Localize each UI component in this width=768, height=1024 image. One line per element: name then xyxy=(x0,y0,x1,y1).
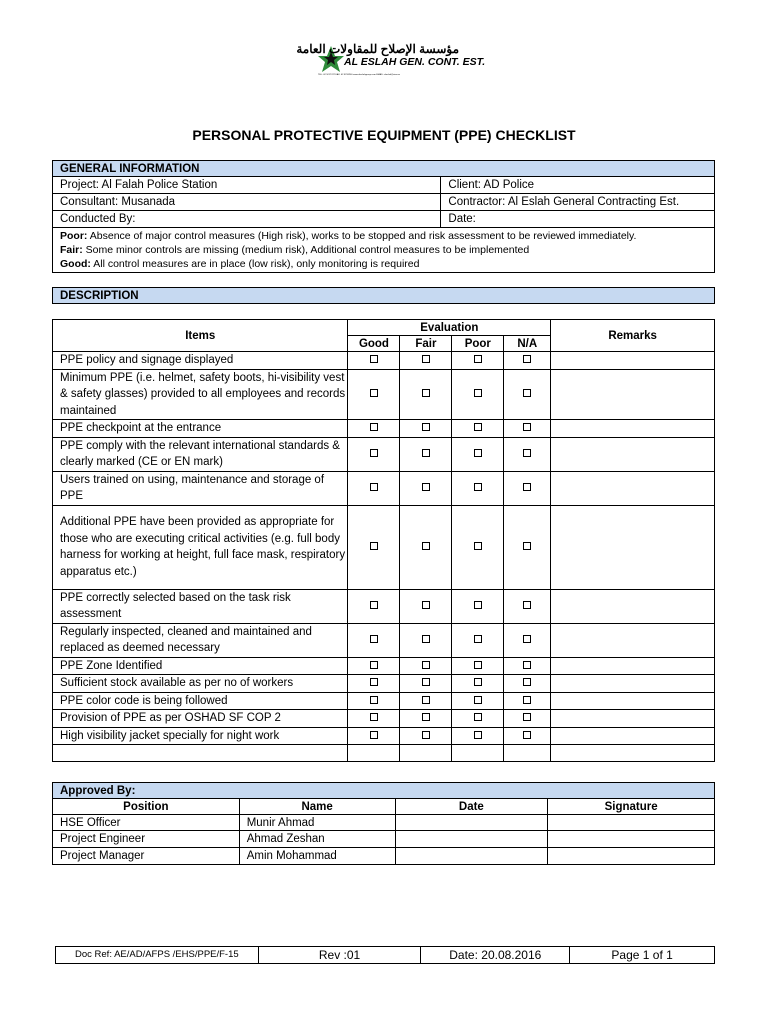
document-footer xyxy=(55,946,715,964)
approval-name: Munir Ahmad xyxy=(239,815,395,831)
remarks-cell[interactable] xyxy=(551,710,715,728)
checkbox-na[interactable] xyxy=(523,635,531,643)
checkbox-good[interactable] xyxy=(370,635,378,643)
eval-good-cell xyxy=(348,623,400,657)
checklist-row xyxy=(53,420,715,438)
checkbox-good[interactable] xyxy=(370,696,378,704)
remarks-cell[interactable] xyxy=(551,369,715,420)
checkbox-good[interactable] xyxy=(370,731,378,739)
approval-col-name: Name xyxy=(239,799,395,815)
ppe-checklist-table xyxy=(52,319,715,762)
remarks-cell[interactable] xyxy=(551,589,715,623)
checkbox-na[interactable] xyxy=(523,696,531,704)
checklist-item-label: Minimum PPE (i.e. helmet, safety boots, hi-visibility vest & safety glasses) provided to all employees and records maintained xyxy=(53,369,348,420)
checklist-row xyxy=(53,623,715,657)
checklist-item-label: High visibility jacket specially for night work xyxy=(53,727,348,745)
eval-na-cell xyxy=(504,369,551,420)
eval-na-cell xyxy=(504,352,551,370)
checkbox-na[interactable] xyxy=(523,731,531,739)
checklist-row xyxy=(53,505,715,589)
eval-poor-cell xyxy=(452,675,504,693)
checkbox-fair[interactable] xyxy=(422,661,430,669)
eval-good-cell xyxy=(348,710,400,728)
checklist-row xyxy=(53,369,715,420)
description-header: DESCRIPTION xyxy=(53,288,715,304)
eval-poor-cell xyxy=(452,437,504,471)
col-evaluation-header: Evaluation xyxy=(348,320,551,336)
checklist-row xyxy=(53,710,715,728)
checkbox-good[interactable] xyxy=(370,661,378,669)
checkbox-good[interactable] xyxy=(370,423,378,431)
checkbox-na[interactable] xyxy=(523,483,531,491)
checklist-row xyxy=(53,589,715,623)
checkbox-na[interactable] xyxy=(523,542,531,550)
checkbox-good[interactable] xyxy=(370,713,378,721)
conducted-by-field: Conducted By: xyxy=(53,211,441,228)
approval-col-date: Date xyxy=(395,799,548,815)
eval-poor-cell xyxy=(452,589,504,623)
approval-position: Project Engineer xyxy=(53,831,240,848)
remarks-cell[interactable] xyxy=(551,352,715,370)
remarks-cell[interactable] xyxy=(551,657,715,675)
remarks-cell[interactable] xyxy=(551,437,715,471)
checklist-row xyxy=(53,657,715,675)
remarks-cell[interactable] xyxy=(551,623,715,657)
eval-na-cell xyxy=(504,505,551,589)
eval-poor-cell xyxy=(452,710,504,728)
remarks-cell[interactable] xyxy=(551,505,715,589)
checkbox-na[interactable] xyxy=(523,355,531,363)
checkbox-poor[interactable] xyxy=(474,423,482,431)
eval-fair-cell xyxy=(400,505,452,589)
legend-poor: Poor: Absence of major control measures (High risk), works to be stopped and risk assessment to be reviewed immediately. xyxy=(60,230,637,242)
eval-fair-header: Fair xyxy=(400,336,452,352)
eval-good-cell xyxy=(348,675,400,693)
col-items-header: Items xyxy=(53,320,348,352)
checklist-item-label: Regularly inspected, cleaned and maintained and replaced as deemed necessary xyxy=(53,623,348,657)
checkbox-na[interactable] xyxy=(523,601,531,609)
checklist-item-label: PPE correctly selected based on the task risk assessment xyxy=(53,589,348,623)
eval-good-cell xyxy=(348,437,400,471)
checklist-row xyxy=(53,675,715,693)
approval-col-signature: Signature xyxy=(548,799,715,815)
eval-na-cell xyxy=(504,675,551,693)
eval-good-header: Good xyxy=(348,336,400,352)
checkbox-poor[interactable] xyxy=(474,635,482,643)
eval-poor-cell xyxy=(452,369,504,420)
checkbox-na[interactable] xyxy=(523,449,531,457)
remarks-cell[interactable] xyxy=(551,471,715,505)
eval-poor-cell xyxy=(452,727,504,745)
consultant-field: Consultant: Musanada xyxy=(53,194,441,211)
checkbox-good[interactable] xyxy=(370,449,378,457)
approval-signature[interactable] xyxy=(548,831,715,848)
approval-date[interactable] xyxy=(395,815,548,831)
eval-fair-cell xyxy=(400,675,452,693)
checklist-item-label: Provision of PPE as per OSHAD SF COP 2 xyxy=(53,710,348,728)
checklist-item-label: Users trained on using, maintenance and storage of PPE xyxy=(53,471,348,505)
checkbox-good[interactable] xyxy=(370,678,378,686)
legend-good: Good: All control measures are in place (low risk), only monitoring is required xyxy=(60,258,420,270)
remarks-cell[interactable] xyxy=(551,727,715,745)
checkbox-good[interactable] xyxy=(370,483,378,491)
eval-na-cell xyxy=(504,657,551,675)
eval-na-cell xyxy=(504,692,551,710)
eval-poor-cell xyxy=(452,352,504,370)
checkbox-poor[interactable] xyxy=(474,678,482,686)
company-logo xyxy=(296,42,486,82)
checkbox-poor[interactable] xyxy=(474,483,482,491)
eval-fair-cell xyxy=(400,369,452,420)
checkbox-fair[interactable] xyxy=(422,355,430,363)
eval-good-cell xyxy=(348,505,400,589)
eval-na-header: N/A xyxy=(504,336,551,352)
remarks-cell[interactable] xyxy=(551,420,715,438)
footer-page-number: Page 1 of 1 xyxy=(570,947,715,964)
eval-na-cell xyxy=(504,710,551,728)
checklist-item-label: Additional PPE have been provided as appropriate for those who are executing critical activities (e.g. full body harness for working at height, full face mask, respiratory apparatus etc.) xyxy=(53,505,348,589)
client-field: Client: AD Police xyxy=(441,177,715,194)
eval-good-cell xyxy=(348,692,400,710)
approval-signature[interactable] xyxy=(548,848,715,865)
approval-col-position: Position xyxy=(53,799,240,815)
remarks-cell[interactable] xyxy=(551,675,715,693)
eval-fair-cell xyxy=(400,657,452,675)
approval-date[interactable] xyxy=(395,831,548,848)
checkbox-fair[interactable] xyxy=(422,389,430,397)
checkbox-fair[interactable] xyxy=(422,483,430,491)
eval-good-cell xyxy=(348,369,400,420)
contractor-field: Contractor: Al Eslah General Contracting Est. xyxy=(441,194,715,211)
checkbox-good[interactable] xyxy=(370,601,378,609)
eval-good-cell xyxy=(348,727,400,745)
checkbox-fair[interactable] xyxy=(422,713,430,721)
checkbox-poor[interactable] xyxy=(474,542,482,550)
checkbox-poor[interactable] xyxy=(474,731,482,739)
eval-poor-cell xyxy=(452,623,504,657)
checklist-item-label: PPE policy and signage displayed xyxy=(53,352,348,370)
eval-poor-cell xyxy=(452,471,504,505)
description-header-table xyxy=(52,287,715,304)
eval-poor-header: Poor xyxy=(452,336,504,352)
eval-na-cell xyxy=(504,623,551,657)
eval-good-cell xyxy=(348,657,400,675)
checkbox-good[interactable] xyxy=(370,542,378,550)
checkbox-poor[interactable] xyxy=(474,661,482,669)
checkbox-na[interactable] xyxy=(523,423,531,431)
eval-poor-cell xyxy=(452,505,504,589)
checkbox-fair[interactable] xyxy=(422,635,430,643)
checkbox-fair[interactable] xyxy=(422,542,430,550)
rating-legend xyxy=(53,228,715,273)
eval-na-cell xyxy=(504,420,551,438)
checkbox-poor[interactable] xyxy=(474,449,482,457)
approval-row xyxy=(53,831,715,848)
approval-name: Ahmad Zeshan xyxy=(239,831,395,848)
col-remarks-header: Remarks xyxy=(551,320,715,352)
checklist-item-label: PPE color code is being followed xyxy=(53,692,348,710)
eval-poor-cell xyxy=(452,692,504,710)
remarks-cell[interactable] xyxy=(551,692,715,710)
general-info-header: GENERAL INFORMATION xyxy=(53,161,715,177)
footer-date: Date: 20.08.2016 xyxy=(421,947,570,964)
eval-fair-cell xyxy=(400,589,452,623)
date-field: Date: xyxy=(441,211,715,228)
eval-fair-cell xyxy=(400,352,452,370)
checklist-row xyxy=(53,471,715,505)
eval-fair-cell xyxy=(400,692,452,710)
checklist-row xyxy=(53,437,715,471)
approval-row xyxy=(53,848,715,865)
eval-poor-cell xyxy=(452,420,504,438)
checklist-row xyxy=(53,692,715,710)
approval-name: Amin Mohammad xyxy=(239,848,395,865)
checkbox-fair[interactable] xyxy=(422,423,430,431)
blank-row xyxy=(53,745,715,762)
logo-arabic-name: مؤسسة الإصلاح للمقاولات العامة xyxy=(296,42,459,56)
approval-position: Project Manager xyxy=(53,848,240,865)
checklist-row xyxy=(53,352,715,370)
checkbox-poor[interactable] xyxy=(474,355,482,363)
checkbox-poor[interactable] xyxy=(474,389,482,397)
eval-na-cell xyxy=(504,589,551,623)
approval-table xyxy=(52,782,715,865)
logo-english-name: AL ESLAH GEN. CONT. EST. xyxy=(344,56,486,68)
checkbox-good[interactable] xyxy=(370,389,378,397)
checklist-item-label: PPE comply with the relevant international standards & clearly marked (CE or EN mark) xyxy=(53,437,348,471)
eval-poor-cell xyxy=(452,657,504,675)
approval-row xyxy=(53,815,715,831)
checkbox-poor[interactable] xyxy=(474,696,482,704)
checkbox-poor[interactable] xyxy=(474,601,482,609)
approval-date[interactable] xyxy=(395,848,548,865)
logo-contact-line: TEL: 02 5217747 FAX: 02 5218200 www.aleslahgroup.com EMAIL: aleslah@eim.ae xyxy=(318,73,400,76)
eval-fair-cell xyxy=(400,623,452,657)
eval-na-cell xyxy=(504,437,551,471)
checkbox-na[interactable] xyxy=(523,389,531,397)
checkbox-poor[interactable] xyxy=(474,713,482,721)
approved-by-header: Approved By: xyxy=(53,783,715,799)
eval-good-cell xyxy=(348,420,400,438)
footer-revision: Rev :01 xyxy=(258,947,421,964)
general-info-table xyxy=(52,160,715,273)
checkbox-fair[interactable] xyxy=(422,601,430,609)
checkbox-fair[interactable] xyxy=(422,731,430,739)
eval-good-cell xyxy=(348,589,400,623)
eval-fair-cell xyxy=(400,727,452,745)
eval-good-cell xyxy=(348,471,400,505)
footer-doc-ref: Doc Ref: AE/AD/AFPS /EHS/PPE/F-15 xyxy=(56,947,259,964)
approval-position: HSE Officer xyxy=(53,815,240,831)
eval-fair-cell xyxy=(400,471,452,505)
checkbox-good[interactable] xyxy=(370,355,378,363)
approval-signature[interactable] xyxy=(548,815,715,831)
eval-na-cell xyxy=(504,471,551,505)
checklist-row xyxy=(53,727,715,745)
checkbox-na[interactable] xyxy=(523,678,531,686)
checkbox-na[interactable] xyxy=(523,661,531,669)
checkbox-fair[interactable] xyxy=(422,696,430,704)
project-field: Project: Al Falah Police Station xyxy=(53,177,441,194)
eval-fair-cell xyxy=(400,710,452,728)
checklist-item-label: PPE checkpoint at the entrance xyxy=(53,420,348,438)
checkbox-na[interactable] xyxy=(523,713,531,721)
checklist-item-label: Sufficient stock available as per no of workers xyxy=(53,675,348,693)
page-title: PERSONAL PROTECTIVE EQUIPMENT (PPE) CHECKLIST xyxy=(192,127,576,143)
eval-na-cell xyxy=(504,727,551,745)
eval-good-cell xyxy=(348,352,400,370)
eval-fair-cell xyxy=(400,437,452,471)
eval-fair-cell xyxy=(400,420,452,438)
checklist-item-label: PPE Zone Identified xyxy=(53,657,348,675)
checkbox-fair[interactable] xyxy=(422,449,430,457)
checkbox-fair[interactable] xyxy=(422,678,430,686)
legend-fair: Fair: Some minor controls are missing (medium risk), Additional control measures to be implemented xyxy=(60,244,530,256)
